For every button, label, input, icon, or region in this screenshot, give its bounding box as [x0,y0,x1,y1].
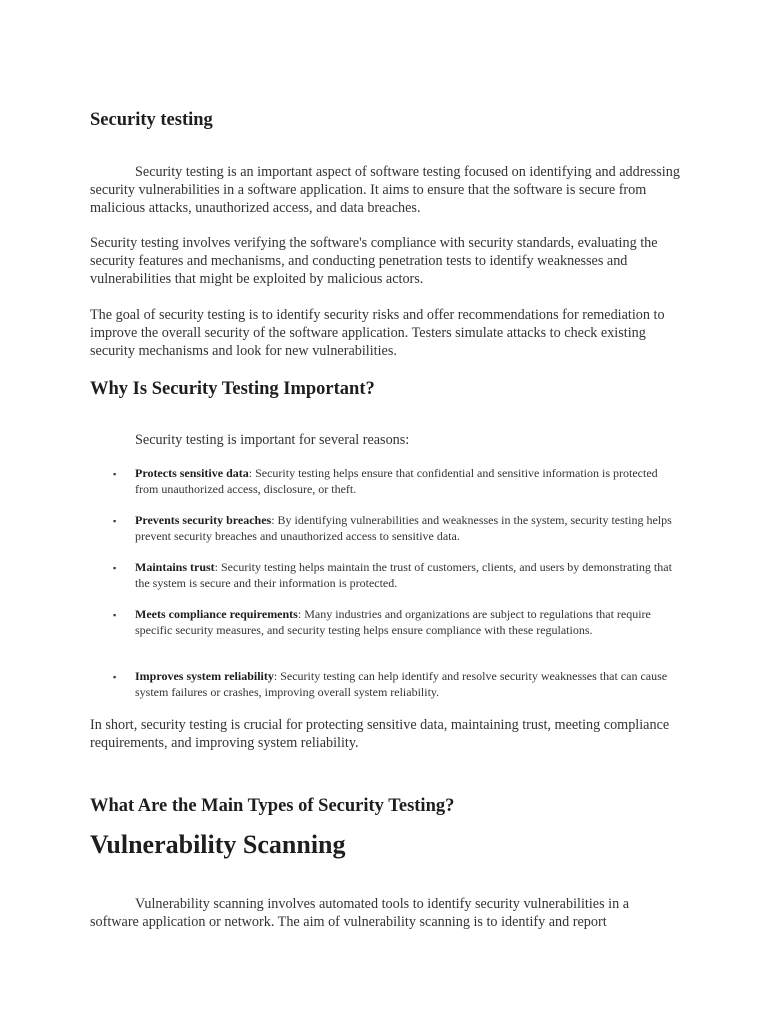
list-item-title: Protects sensitive data [135,466,249,480]
heading-security-testing: Security testing [90,110,213,130]
heading-main-types: What Are the Main Types of Security Testing? [90,796,455,816]
bullet-square-icon: ▪ [113,672,117,682]
list-item-body [135,607,675,638]
list-item-title: Maintains trust [135,560,215,574]
list-item-text: : Security testing can help identify and resolve security weaknesses that can cause system failures or crashes, improving overall system reliability. [135,669,668,699]
paragraph-vulnerability-scanning: Vulnerability scanning involves automated tools to identify security vulnerabilities in a software application or network. The aim of vulnerability scanning is to identify and report [90,896,630,930]
list-item-text: : By identifying vulnerabilities and weaknesses in the system, security testing helps prevent security breaches and unauthorized access to sensitive data. [135,513,672,543]
bullet-square-icon: ▪ [113,610,117,620]
paragraph-summary: In short, security testing is crucial for protecting sensitive data, maintaining trust, meeting compliance requirements, and improving system reliability. [90,717,670,751]
list-item-body [135,466,675,497]
list-item-body [135,513,675,544]
list-item-text: : Security testing helps maintain the trust of customers, clients, and users by demonstrating that the system is secure and their information is protected. [135,560,672,590]
list-item-body [135,560,675,591]
list-item-title: Prevents security breaches [135,513,272,527]
list-item-text: : Security testing helps ensure that confidential and sensitive information is protected from unauthorized access, disclosure, or theft. [135,466,658,496]
paragraph-security-testing-involves: Security testing involves verifying the software's compliance with security standards, evaluating the security features and mechanisms, and conducting penetration tests to identify weaknesses and vulnerabilities that might be exploited by malicious actors. [90,235,658,287]
heading-vulnerability-scanning: Vulnerability Scanning [90,830,346,859]
list-item-body [135,669,675,700]
bullet-square-icon: ▪ [113,516,117,526]
paragraph-security-testing-intro: Security testing is an important aspect of software testing focused on identifying and addressing security vulnerabilities in a software application. It aims to ensure that the software is secure from malicious attacks, unauthorized access, and data breaches. [90,164,680,216]
bullet-square-icon: ▪ [113,563,117,573]
paragraph-security-testing-goal: The goal of security testing is to identify security risks and offer recommendations for remediation to improve the overall security of the software application. Testers simulate attacks to check existing security mechanisms and look for new vulnerabilities. [90,307,665,359]
heading-why-important: Why Is Security Testing Important? [90,379,375,399]
paragraph-reasons-intro: Security testing is important for several reasons: [135,432,410,448]
bullet-square-icon: ▪ [113,469,117,479]
list-item-title: Improves system reliability [135,669,274,683]
list-item-text: : Many industries and organizations are subject to regulations that require specific security measures, and security testing helps ensure compliance with these regulations. [135,607,651,637]
list-item-title: Meets compliance requirements [135,607,298,621]
